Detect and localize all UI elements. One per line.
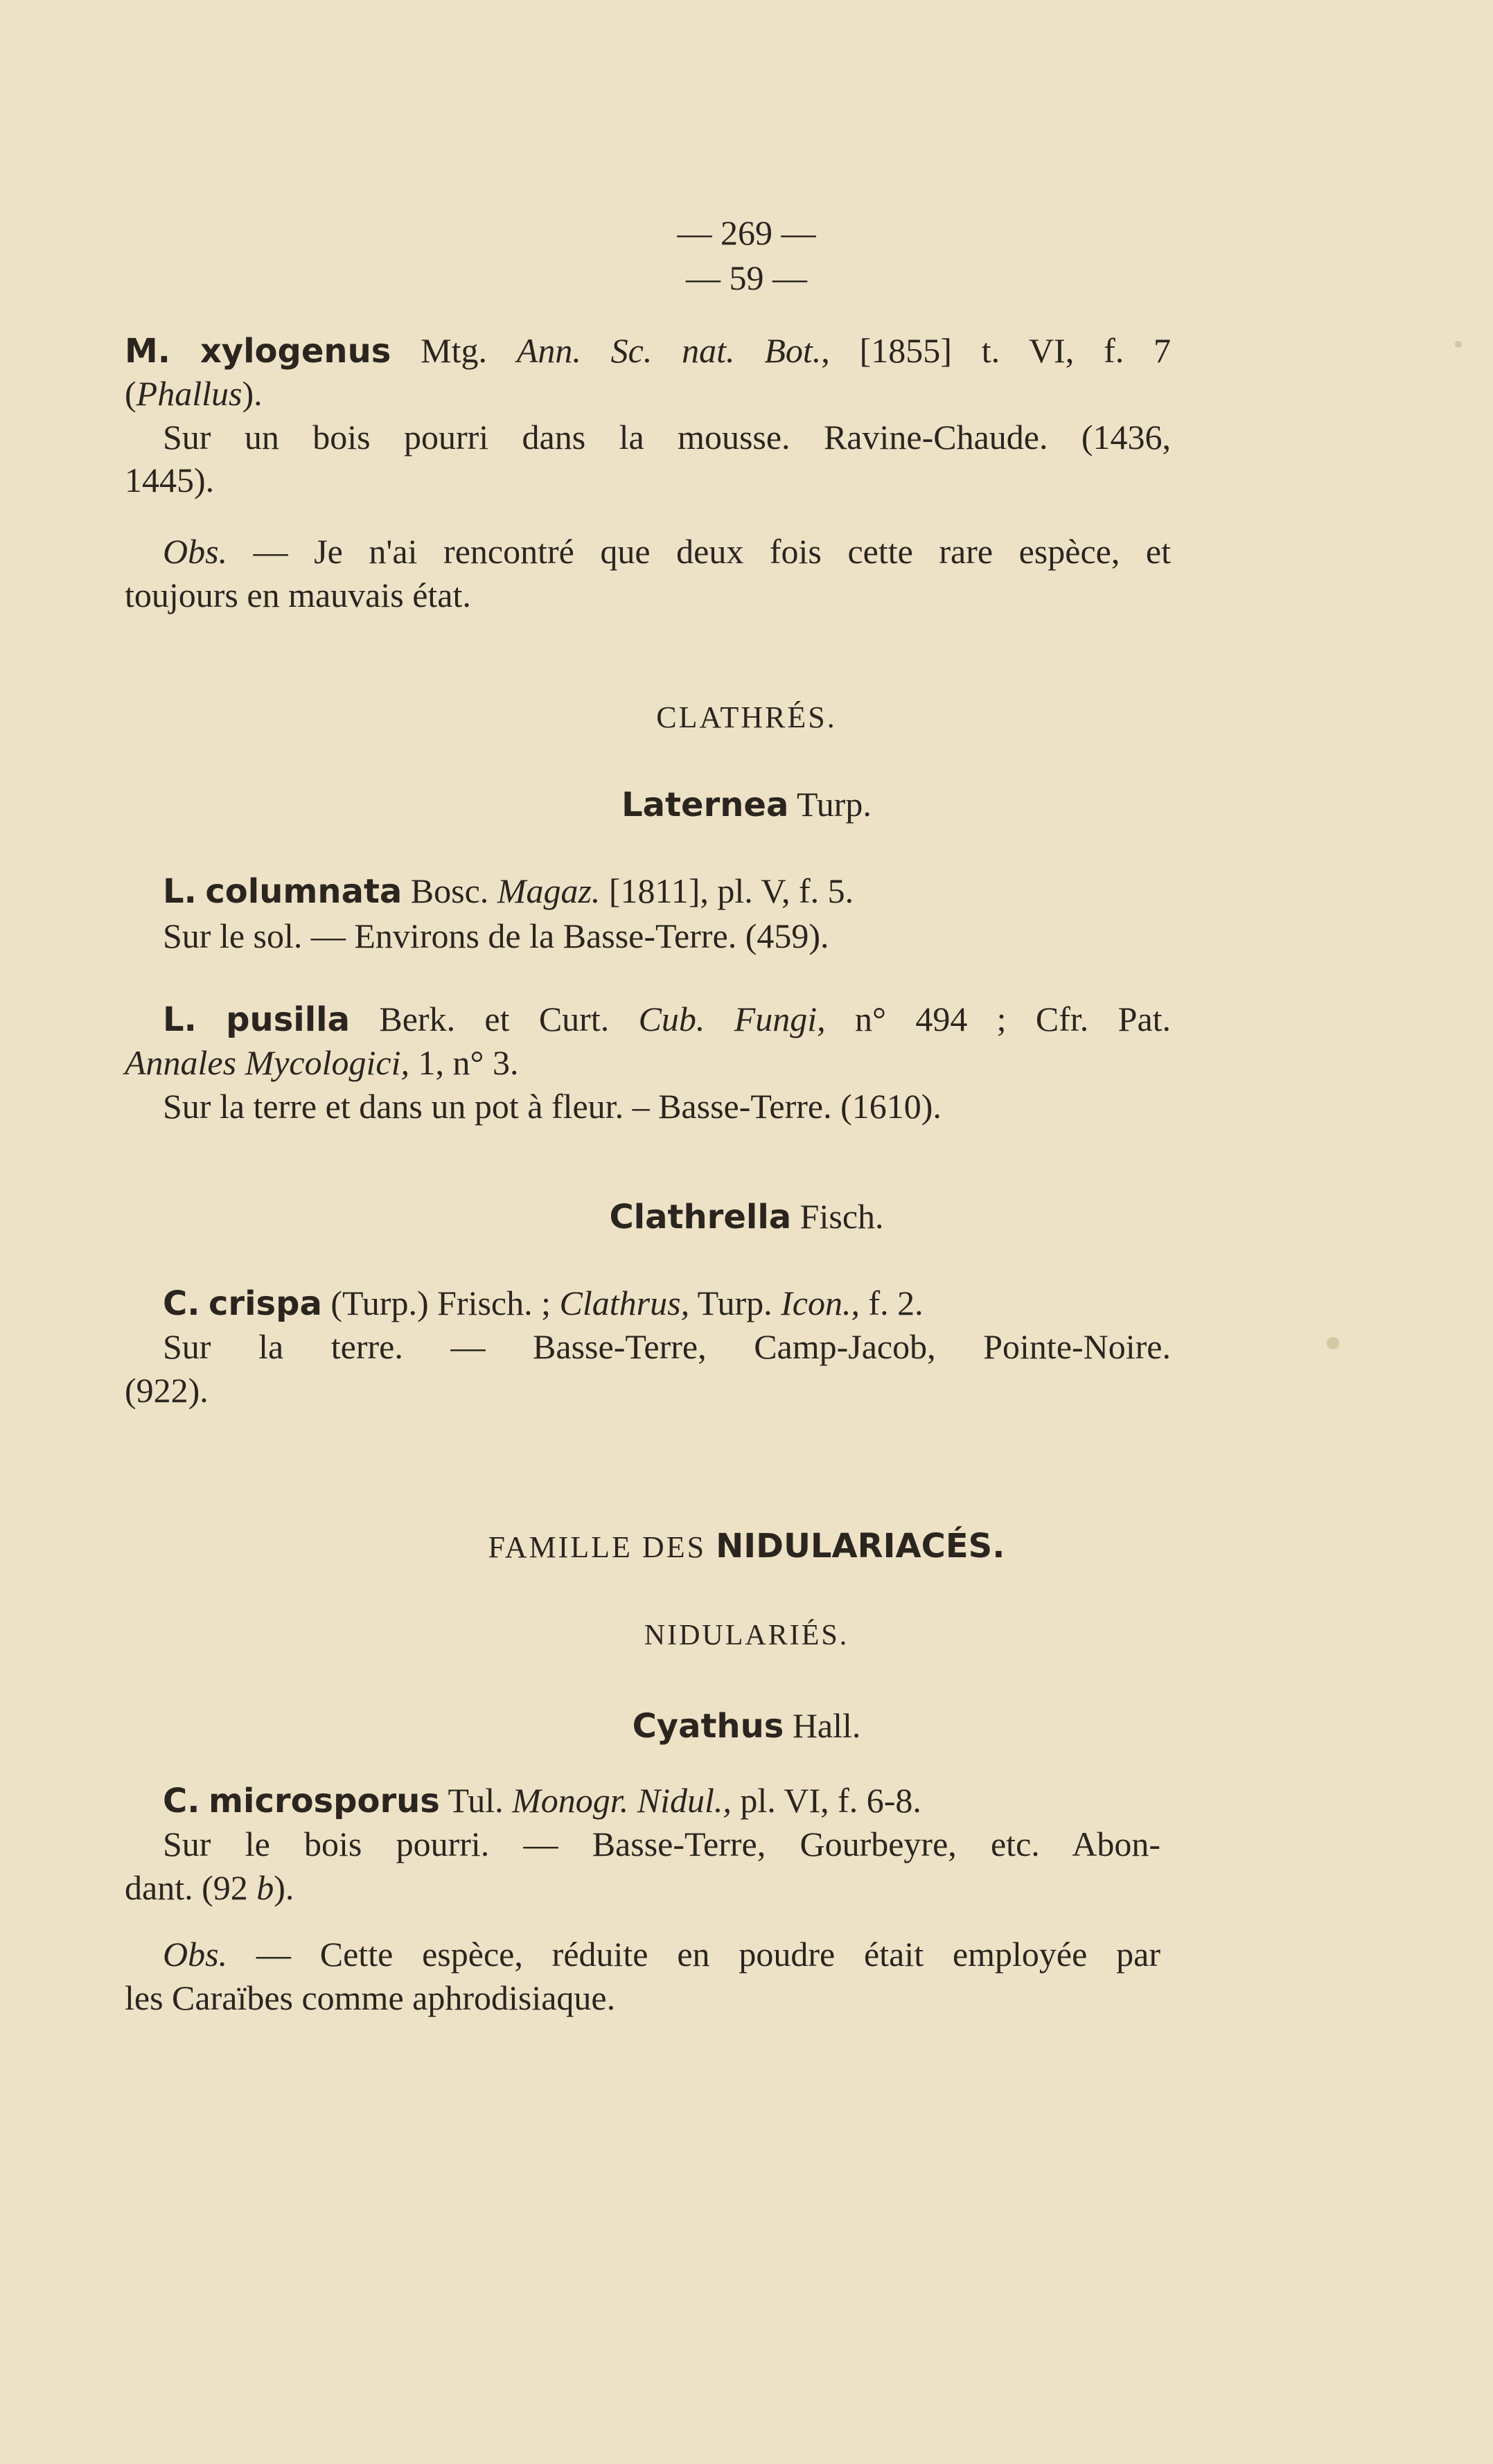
- obs-label: Obs.: [163, 532, 228, 571]
- genus-name: Cyathus: [632, 1707, 784, 1746]
- page-number-primary: — 269 —: [677, 213, 816, 252]
- obs-text: — Je n'ai rencontré que deux fois cette rare espèce, et: [227, 532, 1171, 571]
- entry-l-columnata-title: [163, 869, 1209, 913]
- genus-abbrev: L.: [163, 1000, 197, 1039]
- specimen-number: dant. (92: [125, 1868, 257, 1907]
- entry-l-pusilla-title: [163, 998, 1171, 1041]
- reference-detail: , [1855] t. VI, f. 7: [821, 331, 1172, 370]
- entry-l-pusilla-ref2: [125, 1041, 1171, 1084]
- species-epithet: microsporus: [208, 1782, 440, 1820]
- specimen-close: ).: [274, 1868, 294, 1907]
- entry-l-columnata-habitat: Sur le sol. — Environs de la Basse-Terre. (459).: [163, 916, 829, 955]
- family-heading: [0, 1524, 1493, 1569]
- genus-name: Clathrella: [609, 1198, 792, 1237]
- genus-abbrev: C.: [163, 1284, 200, 1323]
- genus-abbrev: C.: [163, 1782, 200, 1820]
- reference-genus: Clathrus,: [559, 1284, 690, 1322]
- entry-c-microsporus-obs-2: les Caraïbes comme aphrodisiaque.: [125, 1978, 616, 2017]
- entry-m-xylogenus-obs-1: [163, 530, 1171, 573]
- reference-title: Monogr. Nidul.,: [512, 1781, 732, 1820]
- reference-detail: n° 494 ; Cfr. Pat.: [825, 1000, 1172, 1038]
- entry-c-microsporus-habitat-1: Sur le bois pourri. — Basse-Terre, Gourbeyre, etc. Abon-: [163, 1825, 1160, 1863]
- entry-c-microsporus-obs-1: [163, 1933, 1160, 1976]
- genus-abbrev: M.: [125, 332, 170, 371]
- genus-author: Hall.: [792, 1706, 861, 1745]
- species-epithet: pusilla: [226, 1000, 351, 1039]
- entry-m-xylogenus-habitat-2: 1445).: [125, 461, 215, 499]
- genus-name: Laternea: [621, 786, 789, 824]
- author: Berk. et Curt.: [379, 1000, 610, 1038]
- obs-text: — Cette espèce, réduite en poudre était employée par: [227, 1935, 1160, 1974]
- entry-c-crispa-title: [163, 1282, 1209, 1325]
- species-epithet: columnata: [205, 872, 403, 911]
- author: (Turp.) Frisch. ;: [330, 1284, 551, 1322]
- family-prefix: FAMILLE DES: [488, 1530, 716, 1564]
- author: Bosc.: [410, 871, 489, 910]
- entry-m-xylogenus-synonym: (Phallus).: [125, 374, 263, 413]
- reference-title: Cub. Fungi,: [638, 1000, 826, 1038]
- species-epithet: xylogenus: [200, 332, 391, 371]
- genus-author: Turp.: [796, 785, 872, 824]
- reference-detail: f. 2.: [859, 1284, 924, 1322]
- author: Mtg.: [421, 331, 487, 370]
- genus-abbrev: L.: [163, 872, 197, 911]
- entry-c-crispa-habitat-1: Sur la terre. — Basse-Terre, Camp-Jacob, Pointe-Noire.: [163, 1327, 1171, 1366]
- entry-m-xylogenus-title: [125, 329, 1171, 373]
- reference-title: Magaz.: [497, 871, 601, 910]
- journal-title: Annales Mycologici,: [125, 1043, 409, 1082]
- paper-spot: [1455, 341, 1462, 348]
- genus-author: Fisch.: [799, 1197, 884, 1236]
- entry-c-crispa-habitat-2: (922).: [125, 1371, 209, 1410]
- genus-heading-cyathus: [0, 1704, 1493, 1748]
- journal-detail: 1, n° 3.: [409, 1043, 519, 1082]
- reference-title: Ann. Sc. nat. Bot.: [516, 331, 822, 370]
- page-number-secondary: — 59 —: [686, 258, 807, 297]
- reference-author: Turp.: [689, 1284, 781, 1322]
- tribe-heading-nidularies: NIDULARIÉS.: [644, 1620, 849, 1651]
- family-name: NIDULARIACÉS.: [716, 1527, 1005, 1566]
- genus-heading-laternea: [0, 783, 1493, 826]
- entry-m-xylogenus-habitat-1: Sur un bois pourri dans la mousse. Ravine-Chaude. (1436,: [163, 418, 1171, 457]
- reference-title: Icon.,: [781, 1284, 860, 1322]
- paper-spot: [1327, 1337, 1339, 1349]
- tribe-heading-clathres: CLATHRÉS.: [656, 700, 837, 734]
- entry-m-xylogenus-obs-2: toujours en mauvais état.: [125, 576, 471, 614]
- obs-label: Obs.: [163, 1935, 228, 1974]
- reference-detail: [1811], pl. V, f. 5.: [600, 871, 854, 910]
- synonym-genus: Phallus: [136, 374, 242, 413]
- entry-c-microsporus-title: [163, 1779, 1209, 1823]
- entry-l-pusilla-habitat: Sur la terre et dans un pot à fleur. – Basse-Terre. (1610).: [163, 1087, 942, 1126]
- species-epithet: crispa: [208, 1284, 322, 1323]
- genus-heading-clathrella: [0, 1195, 1493, 1239]
- author: Tul.: [448, 1781, 504, 1820]
- reference-detail: pl. VI, f. 6-8.: [731, 1781, 921, 1820]
- specimen-suffix: b: [256, 1868, 274, 1907]
- entry-c-microsporus-habitat-2: [125, 1866, 1171, 1909]
